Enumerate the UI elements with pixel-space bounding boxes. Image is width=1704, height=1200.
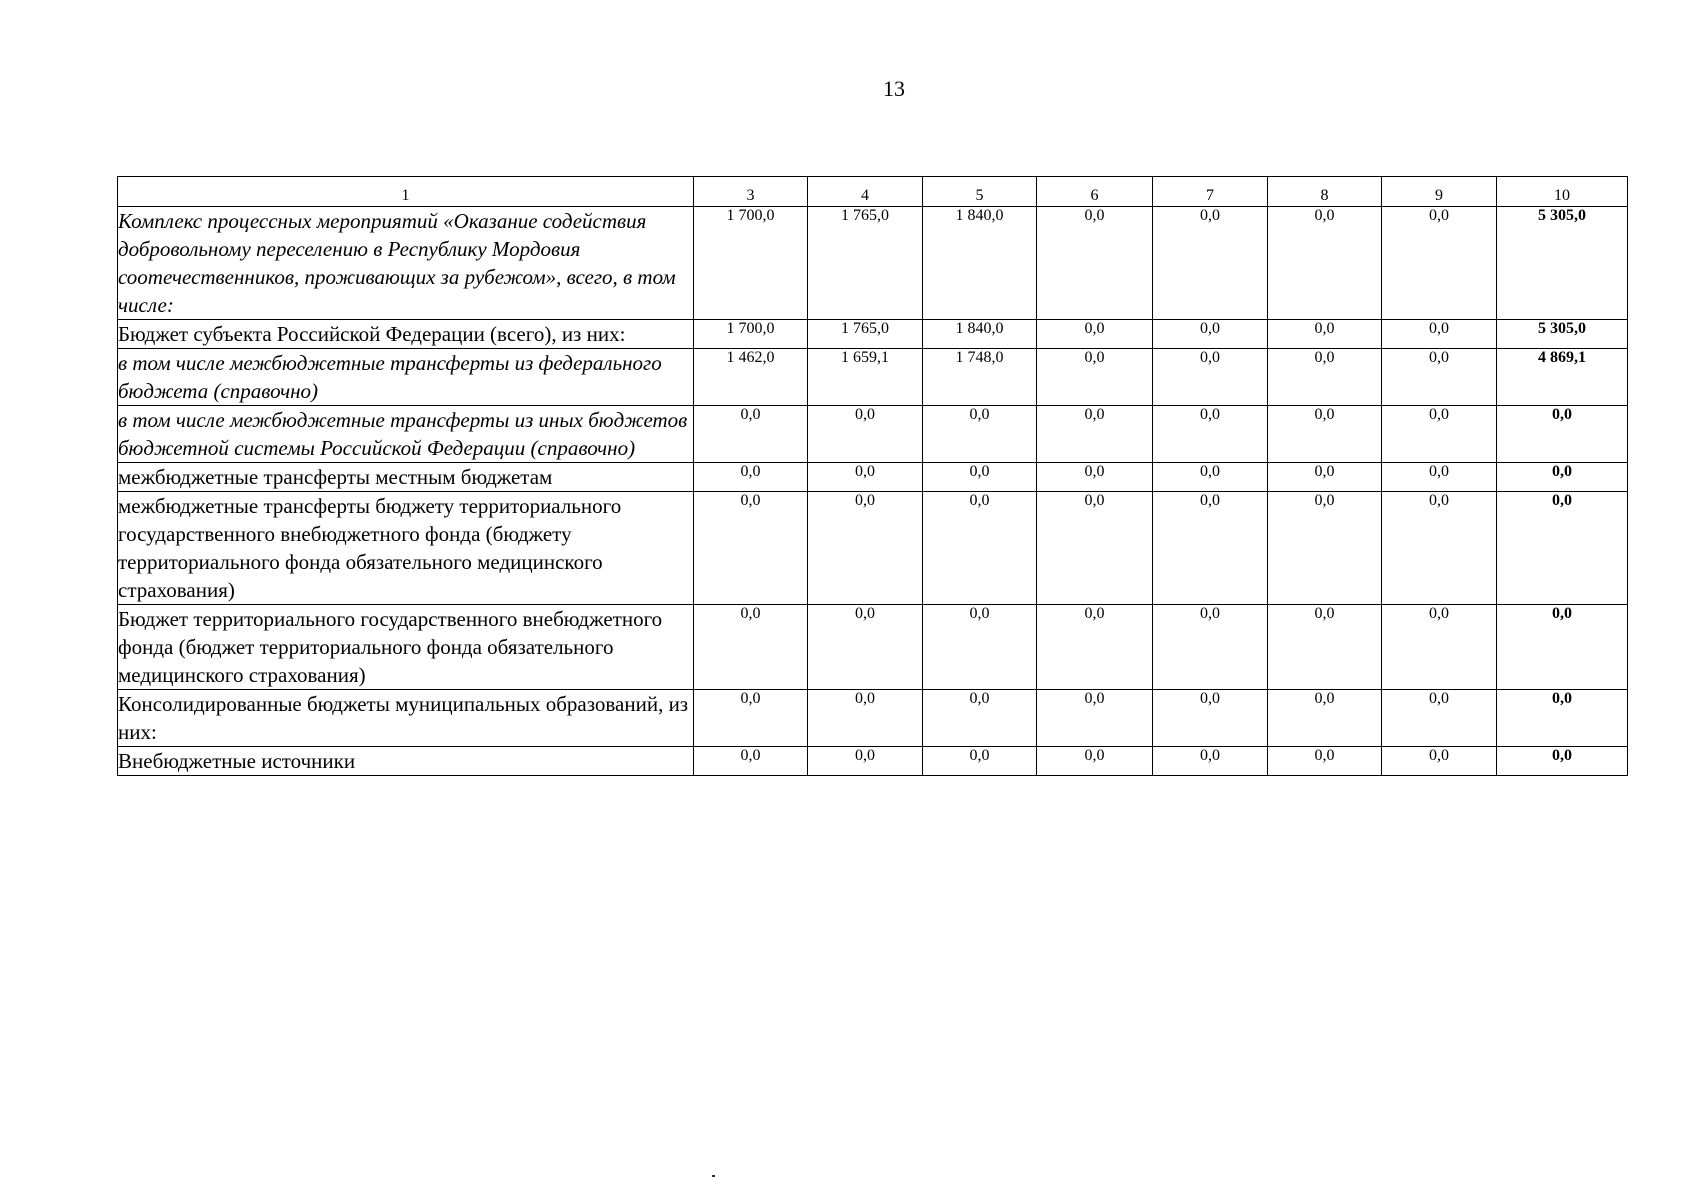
- value-cell: 0,0: [808, 605, 923, 690]
- value-cell: 0,0: [1037, 690, 1153, 747]
- value-cell: 0,0: [1268, 463, 1382, 492]
- row-label: Комплекс процессных мероприятий «Оказание содействия добровольному переселению в Республику Мордовия соотечественников, проживающих за рубежом», всего, в том числе:: [118, 207, 694, 320]
- row-label: в том числе межбюджетные трансферты из федерального бюджета (справочно): [118, 349, 694, 406]
- value-cell: 0,0: [1153, 747, 1268, 776]
- row-label: межбюджетные трансферты бюджету территориального государственного внебюджетного фонда (бюджету территориального фонда обязательного медицинского страхования): [118, 492, 694, 605]
- table-row: [118, 207, 1628, 320]
- value-cell: 0,0: [1037, 492, 1153, 605]
- value-cell: 0,0: [1037, 747, 1153, 776]
- row-label: в том числе межбюджетные трансферты из иных бюджетов бюджетной системы Российской Федерации (справочно): [118, 406, 694, 463]
- value-cell: 0,0: [1382, 207, 1497, 320]
- row-label: межбюджетные трансферты местным бюджетам: [118, 463, 694, 492]
- value-cell: 0,0: [1268, 747, 1382, 776]
- value-cell: 0,0: [923, 406, 1037, 463]
- value-cell: 0,0: [1382, 605, 1497, 690]
- value-cell: 0,0: [1037, 605, 1153, 690]
- value-cell: 0,0: [808, 690, 923, 747]
- table-row: [118, 320, 1628, 349]
- value-cell: 0,0: [1268, 349, 1382, 406]
- row-total-cell: 0,0: [1497, 406, 1628, 463]
- value-cell: 0,0: [1268, 605, 1382, 690]
- row-total-cell: 0,0: [1497, 747, 1628, 776]
- table-row: [118, 747, 1628, 776]
- value-cell: 0,0: [694, 406, 808, 463]
- value-cell: 0,0: [923, 690, 1037, 747]
- value-cell: 0,0: [1382, 320, 1497, 349]
- value-cell: 0,0: [923, 605, 1037, 690]
- column-header: 8: [1268, 177, 1382, 207]
- table-row: [118, 605, 1628, 690]
- value-cell: 1 840,0: [923, 320, 1037, 349]
- value-cell: 0,0: [694, 492, 808, 605]
- header-row: [118, 177, 1628, 207]
- value-cell: 0,0: [1153, 463, 1268, 492]
- table-row: [118, 690, 1628, 747]
- table-row: [118, 406, 1628, 463]
- value-cell: 0,0: [694, 463, 808, 492]
- value-cell: 0,0: [923, 747, 1037, 776]
- value-cell: 1 765,0: [808, 207, 923, 320]
- budget-table: [117, 176, 1628, 776]
- row-total-cell: 0,0: [1497, 690, 1628, 747]
- row-total-cell: 0,0: [1497, 463, 1628, 492]
- value-cell: 0,0: [1268, 207, 1382, 320]
- row-label: Консолидированные бюджеты муниципальных образований, из них:: [118, 690, 694, 747]
- row-total-cell: 0,0: [1497, 605, 1628, 690]
- value-cell: 0,0: [1153, 605, 1268, 690]
- value-cell: 1 748,0: [923, 349, 1037, 406]
- value-cell: 0,0: [1153, 207, 1268, 320]
- value-cell: 0,0: [1153, 690, 1268, 747]
- stray-mark: [712, 1175, 715, 1177]
- value-cell: 0,0: [808, 406, 923, 463]
- value-cell: 0,0: [1382, 406, 1497, 463]
- value-cell: 0,0: [1153, 349, 1268, 406]
- column-header: 1: [118, 177, 694, 207]
- value-cell: 0,0: [808, 747, 923, 776]
- value-cell: 0,0: [1382, 690, 1497, 747]
- value-cell: 0,0: [694, 605, 808, 690]
- table-row: [118, 349, 1628, 406]
- value-cell: 0,0: [694, 747, 808, 776]
- value-cell: 0,0: [1268, 690, 1382, 747]
- row-total-cell: 5 305,0: [1497, 207, 1628, 320]
- value-cell: 1 700,0: [694, 207, 808, 320]
- column-header: 6: [1037, 177, 1153, 207]
- row-total-cell: 5 305,0: [1497, 320, 1628, 349]
- value-cell: 0,0: [808, 492, 923, 605]
- column-header: 5: [923, 177, 1037, 207]
- column-header: 3: [694, 177, 808, 207]
- value-cell: 0,0: [1268, 406, 1382, 463]
- value-cell: 0,0: [923, 492, 1037, 605]
- value-cell: 0,0: [1382, 349, 1497, 406]
- row-label: Внебюджетные источники: [118, 747, 694, 776]
- value-cell: 0,0: [1037, 207, 1153, 320]
- page-number: 13: [883, 76, 905, 101]
- value-cell: 1 700,0: [694, 320, 808, 349]
- value-cell: 0,0: [1153, 320, 1268, 349]
- value-cell: 0,0: [1153, 406, 1268, 463]
- value-cell: 0,0: [923, 463, 1037, 492]
- value-cell: 0,0: [694, 690, 808, 747]
- table-body: [118, 207, 1628, 776]
- table-row: [118, 463, 1628, 492]
- value-cell: 0,0: [1153, 492, 1268, 605]
- value-cell: 0,0: [1382, 463, 1497, 492]
- value-cell: 0,0: [1037, 320, 1153, 349]
- value-cell: 0,0: [1037, 406, 1153, 463]
- value-cell: 1 659,1: [808, 349, 923, 406]
- row-label: Бюджет субъекта Российской Федерации (всего), из них:: [118, 320, 694, 349]
- value-cell: 0,0: [1382, 492, 1497, 605]
- row-total-cell: 0,0: [1497, 492, 1628, 605]
- value-cell: 0,0: [1268, 320, 1382, 349]
- column-header: 9: [1382, 177, 1497, 207]
- value-cell: 0,0: [1037, 349, 1153, 406]
- row-label: Бюджет территориального государственного внебюджетного фонда (бюджет территориального фонда обязательного медицинского страхования): [118, 605, 694, 690]
- value-cell: 0,0: [1382, 747, 1497, 776]
- value-cell: 1 765,0: [808, 320, 923, 349]
- value-cell: 1 840,0: [923, 207, 1037, 320]
- value-cell: 0,0: [1268, 492, 1382, 605]
- value-cell: 0,0: [1037, 463, 1153, 492]
- column-header: 10: [1497, 177, 1628, 207]
- column-header: 7: [1153, 177, 1268, 207]
- column-header: 4: [808, 177, 923, 207]
- table-row: [118, 492, 1628, 605]
- row-total-cell: 4 869,1: [1497, 349, 1628, 406]
- value-cell: 1 462,0: [694, 349, 808, 406]
- value-cell: 0,0: [808, 463, 923, 492]
